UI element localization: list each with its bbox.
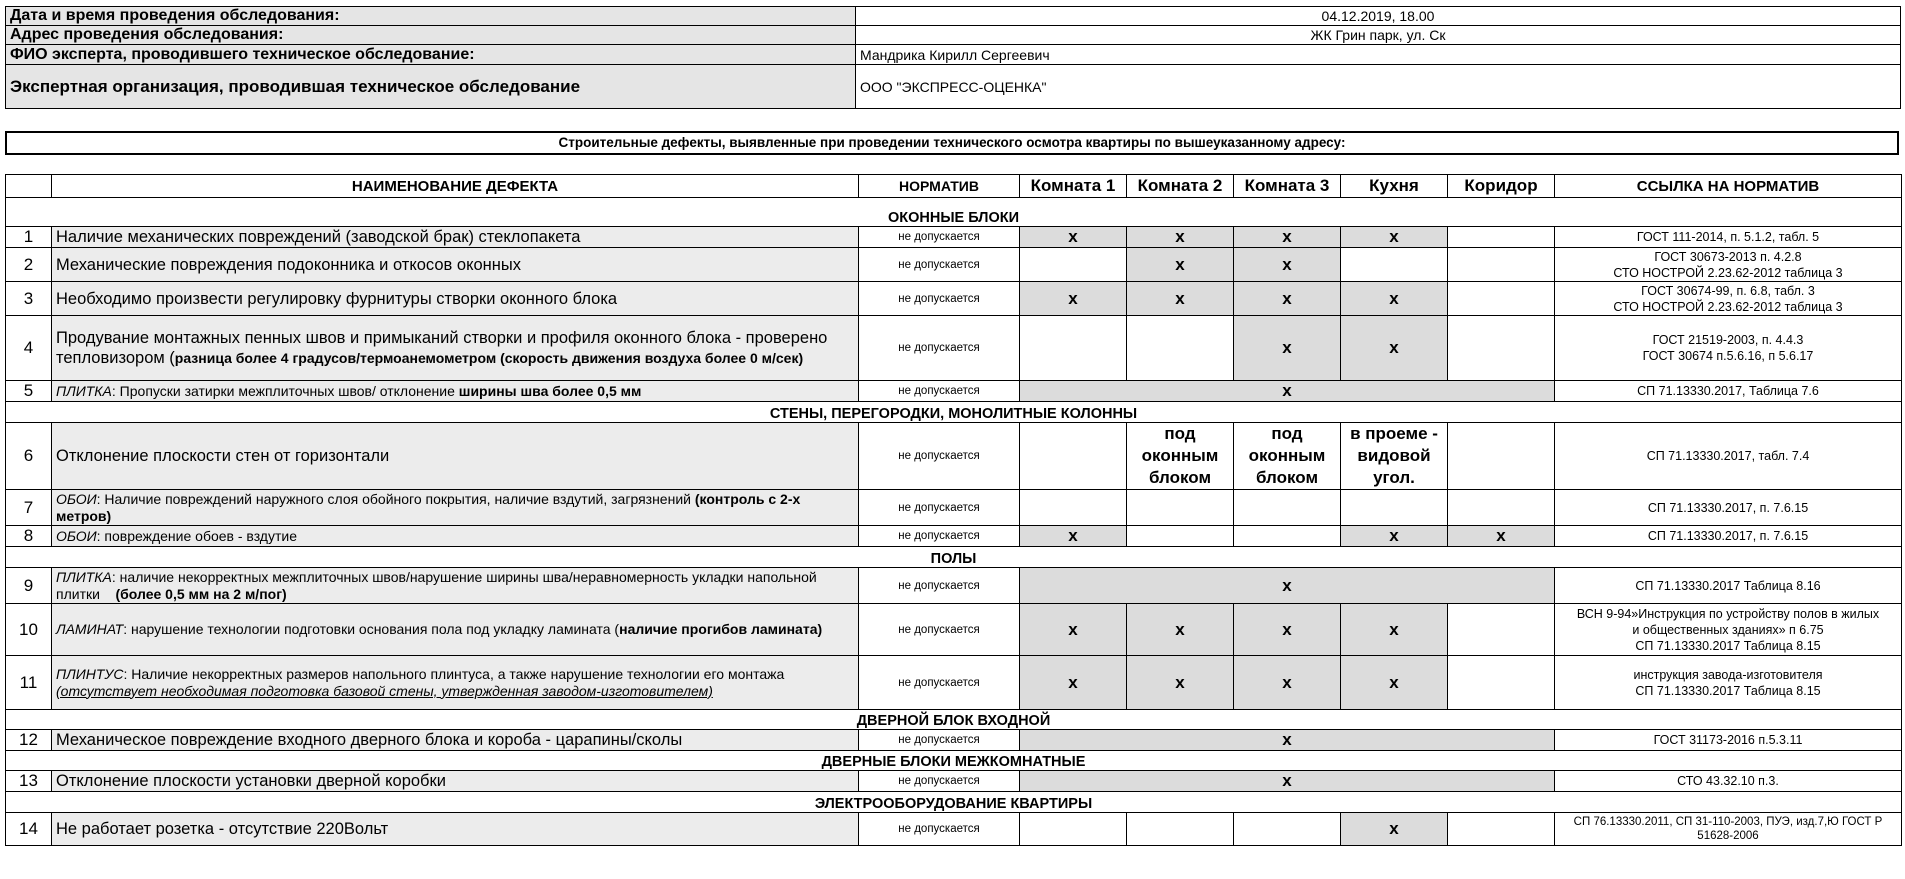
room2-header: Комната 2: [1127, 175, 1234, 198]
norm-header: НОРМАТИВ: [859, 175, 1020, 198]
row-number: 5: [6, 381, 52, 402]
table-row: [6, 381, 1902, 402]
defect-text: : нарушение технологии подготовки основания пола под укладку ламината (: [123, 621, 620, 637]
row-number: 2: [6, 248, 52, 282]
mark-room3: [1234, 490, 1341, 526]
mark-room1: [1020, 248, 1127, 282]
section-title: ОКОННЫЕ БЛОКИ: [6, 198, 1902, 227]
row-number: 10: [6, 604, 52, 656]
mark-room3: x: [1234, 248, 1341, 282]
mark-room1: [1020, 316, 1127, 381]
org-value: ООО "ЭКСПРЕСС-ОЦЕНКА": [856, 65, 1901, 109]
defect-name: [52, 526, 859, 547]
defect-name: [52, 381, 859, 402]
norm-value: не допускается: [859, 526, 1020, 547]
mark-room3: x: [1234, 604, 1341, 656]
mark-kitchen: x: [1341, 656, 1448, 710]
table-row: [6, 568, 1902, 604]
mark-room1: [1020, 490, 1127, 526]
row-number: 7: [6, 490, 52, 526]
defect-name: Отклонение плоскости установки дверной коробки: [52, 771, 859, 792]
row-number: 8: [6, 526, 52, 547]
defect-text-bold: (более 0,5 мм на 2 м/пог): [115, 585, 287, 602]
mark-room3: x: [1234, 656, 1341, 710]
ref-line: СП 71.13330.2017 Таблица 8.15: [1635, 638, 1821, 653]
mark-room2: x: [1127, 604, 1234, 656]
mark-all-rooms: x: [1020, 730, 1555, 751]
table-row: [6, 526, 1902, 547]
norm-reference: СП 71.13330.2017 Таблица 8.16: [1555, 568, 1902, 604]
defect-name: [52, 490, 859, 526]
defects-table: [5, 174, 1902, 846]
mark-all-rooms: x: [1020, 568, 1555, 604]
defect-category: ПЛИТКА: [56, 568, 112, 585]
ref-line: СТО НОСТРОЙ 2.23.62-2012 таблица 3: [1613, 299, 1843, 314]
defect-category: ЛАМИНАТ: [56, 621, 124, 637]
table-row: [6, 604, 1902, 656]
mark-kitchen: [1341, 248, 1448, 282]
section-title: СТЕНЫ, ПЕРЕГОРОДКИ, МОНОЛИТНЫЕ КОЛОННЫ: [6, 402, 1902, 423]
defect-name: Механическое повреждение входного дверного блока и короба - царапины/сколы: [52, 730, 859, 751]
address-label: Адрес проведения обследования:: [6, 26, 856, 45]
note-room3: под оконным блоком: [1234, 423, 1341, 490]
room1-header: Комната 1: [1020, 175, 1127, 198]
norm-value: не допускается: [859, 381, 1020, 402]
mark-corridor: [1448, 227, 1555, 248]
mark-corridor: [1448, 316, 1555, 381]
mark-kitchen: x: [1341, 227, 1448, 248]
ref-line: СТО НОСТРОЙ 2.23.62-2012 таблица 3: [1613, 265, 1843, 280]
ref-line: 51628-2006: [1697, 830, 1759, 842]
mark-room1: [1020, 423, 1127, 490]
mark-room1: x: [1020, 604, 1127, 656]
section-row: [6, 710, 1902, 730]
table-row: [6, 423, 1902, 490]
expert-value: Мандрика Кирилл Сергеевич: [856, 45, 1901, 65]
norm-value: не допускается: [859, 568, 1020, 604]
norm-reference: СП 71.13330.2017, Таблица 7.6: [1555, 381, 1902, 402]
num-header: [6, 175, 52, 198]
ref-line: ГОСТ 30673-2013 п. 4.2.8: [1654, 249, 1802, 264]
corridor-header: Коридор: [1448, 175, 1555, 198]
defect-name: [52, 656, 859, 710]
table-row: [6, 490, 1902, 526]
defect-name: Отклонение плоскости стен от горизонтали: [52, 423, 859, 490]
section-title: ДВЕРНОЙ БЛОК ВХОДНОЙ: [6, 710, 1902, 730]
mark-kitchen: x: [1341, 526, 1448, 547]
row-number: 3: [6, 282, 52, 316]
norm-reference: ГОСТ 111-2014, п. 5.1.2, табл. 5: [1555, 227, 1902, 248]
row-number: 4: [6, 316, 52, 381]
defect-text-bold: наличие прогибов ламината): [619, 621, 823, 637]
row-number: 12: [6, 730, 52, 751]
mark-corridor: [1448, 604, 1555, 656]
ref-line: ГОСТ 21519-2003, п. 4.4.3: [1652, 333, 1804, 347]
row-number: 13: [6, 771, 52, 792]
norm-reference: СП 71.13330.2017, табл. 7.4: [1555, 423, 1902, 490]
defect-name: Не работает розетка - отсутствие 220Вольт: [52, 813, 859, 846]
mark-corridor: [1448, 423, 1555, 490]
header-row: [6, 175, 1902, 198]
defect-name: [52, 316, 859, 381]
defect-text: : Пропуски затирки межплиточных швов/ отклонение: [111, 382, 459, 399]
mark-room3: [1234, 813, 1341, 846]
mark-room3: x: [1234, 227, 1341, 248]
norm-reference: [1555, 656, 1902, 710]
defect-text-bold: (контроль с 2-х метров): [56, 490, 801, 524]
mark-corridor: [1448, 813, 1555, 846]
mark-room1: x: [1020, 227, 1127, 248]
mark-room2: x: [1127, 282, 1234, 316]
table-row: [6, 813, 1902, 846]
mark-kitchen: [1341, 490, 1448, 526]
ref-line: СП 76.13330.2011, СП 31-110-2003, ПУЭ, изд.7,Ю ГОСТ Р: [1573, 816, 1883, 828]
table-row: [6, 248, 1902, 282]
mark-all-rooms: x: [1020, 381, 1555, 402]
row-number: 9: [6, 568, 52, 604]
norm-value: не допускается: [859, 423, 1020, 490]
defect-name: Необходимо произвести регулировку фурнитуры створки оконного блока: [52, 282, 859, 316]
ref-header: ССЫЛКА НА НОРМАТИВ: [1555, 175, 1902, 198]
mark-room2: [1127, 490, 1234, 526]
defect-category: ОБОИ: [56, 490, 97, 507]
section-title: ПОЛЫ: [6, 547, 1902, 568]
ref-line: ГОСТ 30674 п.5.6.16, п 5.6.17: [1642, 349, 1814, 363]
row-number: 6: [6, 423, 52, 490]
table-row: [6, 316, 1902, 381]
norm-value: не допускается: [859, 227, 1020, 248]
room3-header: Комната 3: [1234, 175, 1341, 198]
norm-value: не допускается: [859, 248, 1020, 282]
table-row: [6, 730, 1902, 751]
inspection-info-table: [5, 6, 1901, 109]
table-row: [6, 227, 1902, 248]
norm-reference: [1555, 282, 1902, 316]
mark-corridor: [1448, 282, 1555, 316]
ref-line: инструкция завода-изготовителя: [1633, 667, 1823, 682]
defect-name: [52, 604, 859, 656]
row-number: 14: [6, 813, 52, 846]
mark-room3: x: [1234, 316, 1341, 381]
section-title: ЭЛЕКТРООБОРУДОВАНИЕ КВАРТИРЫ: [6, 792, 1902, 813]
mark-room2: [1127, 813, 1234, 846]
row-number: 11: [6, 656, 52, 710]
defect-category: ОБОИ: [56, 527, 97, 544]
mark-room3: x: [1234, 282, 1341, 316]
date-value: 04.12.2019, 18.00: [856, 7, 1901, 26]
mark-kitchen: x: [1341, 282, 1448, 316]
date-label: Дата и время проведения обследования:: [6, 7, 856, 26]
norm-value: не допускается: [859, 490, 1020, 526]
ref-line: и общественных зданиях» п 6.75: [1632, 622, 1824, 637]
defect-text-bold: разница более 4 градусов/термоанемометром (скорость движения воздуха более 0 м/сек): [174, 350, 804, 366]
table-row: [6, 771, 1902, 792]
norm-value: не допускается: [859, 282, 1020, 316]
section-row: [6, 547, 1902, 568]
note-room2: под оконным блоком: [1127, 423, 1234, 490]
defect-text: : Наличие повреждений наружного слоя обойного покрытия, наличие вздутий, загрязнений: [96, 490, 695, 507]
norm-reference: [1555, 316, 1902, 381]
norm-value: не допускается: [859, 656, 1020, 710]
mark-corridor: x: [1448, 526, 1555, 547]
norm-value: не допускается: [859, 771, 1020, 792]
norm-reference: СТО 43.32.10 п.3.: [1555, 771, 1902, 792]
mark-room2: [1127, 316, 1234, 381]
table-row: [6, 282, 1902, 316]
expert-label: ФИО эксперта, проводившего техническое обследование:: [6, 45, 856, 65]
mark-room1: x: [1020, 282, 1127, 316]
mark-room2: x: [1127, 656, 1234, 710]
defect-text: : Наличие некорректных размеров напольного плинтуса, а также нарушение технологии его монтажа: [123, 665, 785, 682]
name-header: НАИМЕНОВАНИЕ ДЕФЕКТА: [52, 175, 859, 198]
defect-category: ПЛИТКА: [56, 382, 112, 399]
kitchen-header: Кухня: [1341, 175, 1448, 198]
org-label: Экспертная организация, проводившая техническое обследование: [6, 65, 856, 109]
defect-text-underlined: (отсутствует необходимая подготовка базовой стены, утвержденная заводом-изготовителем): [56, 682, 713, 699]
mark-room1: x: [1020, 656, 1127, 710]
note-kitchen: в проеме - видовой угол.: [1341, 423, 1448, 490]
mark-kitchen: x: [1341, 316, 1448, 381]
mark-kitchen: x: [1341, 813, 1448, 846]
defects-banner: Строительные дефекты, выявленные при проведении технического осмотра квартиры по вышеуказанному адресу:: [5, 131, 1899, 155]
mark-room1: [1020, 813, 1127, 846]
mark-all-rooms: x: [1020, 771, 1555, 792]
ref-line: СП 71.13330.2017 Таблица 8.15: [1635, 683, 1821, 698]
norm-reference: СП 71.13330.2017, п. 7.6.15: [1555, 526, 1902, 547]
norm-reference: [1555, 813, 1902, 846]
section-row: [6, 402, 1902, 423]
norm-reference: [1555, 248, 1902, 282]
section-title: ДВЕРНЫЕ БЛОКИ МЕЖКОМНАТНЫЕ: [6, 751, 1902, 771]
mark-room2: x: [1127, 227, 1234, 248]
mark-room3: [1234, 526, 1341, 547]
mark-room1: x: [1020, 526, 1127, 547]
section-row: [6, 198, 1902, 227]
norm-reference: СП 71.13330.2017, п. 7.6.15: [1555, 490, 1902, 526]
defect-category: ПЛИНТУС: [56, 665, 124, 682]
section-row: [6, 792, 1902, 813]
norm-value: не допускается: [859, 316, 1020, 381]
row-number: 1: [6, 227, 52, 248]
mark-kitchen: x: [1341, 604, 1448, 656]
defect-text: Продувание монтажных пенных швов и примыканий створки и профиля оконного блока - проверено тепловизором (: [56, 329, 828, 367]
norm-value: не допускается: [859, 730, 1020, 751]
mark-room2: x: [1127, 248, 1234, 282]
ref-line: ВСН 9-94»Инструкция по устройству полов в жилых: [1576, 606, 1880, 621]
mark-corridor: [1448, 248, 1555, 282]
defect-text: : повреждение обоев - вздутие: [96, 527, 297, 544]
address-value: ЖК Грин парк, ул. Ск: [856, 26, 1901, 45]
table-row: [6, 656, 1902, 710]
norm-reference: [1555, 604, 1902, 656]
defect-name: Наличие механических повреждений (заводской брак) стеклопакета: [52, 227, 859, 248]
norm-value: не допускается: [859, 813, 1020, 846]
ref-line: ГОСТ 30674-99, п. 6.8, табл. 3: [1641, 283, 1815, 298]
defect-name: [52, 568, 859, 604]
mark-corridor: [1448, 490, 1555, 526]
defect-text-bold: ширины шва более 0,5 мм: [458, 382, 642, 399]
section-row: [6, 751, 1902, 771]
mark-room2: [1127, 526, 1234, 547]
defect-text: : наличие некорректных межплиточных швов/нарушение ширины шва/неравномерность укладки напольной плитки: [56, 568, 821, 602]
mark-corridor: [1448, 656, 1555, 710]
norm-value: не допускается: [859, 604, 1020, 656]
norm-reference: ГОСТ 31173-2016 п.5.3.11: [1555, 730, 1902, 751]
defect-name: Механические повреждения подоконника и откосов оконных: [52, 248, 859, 282]
